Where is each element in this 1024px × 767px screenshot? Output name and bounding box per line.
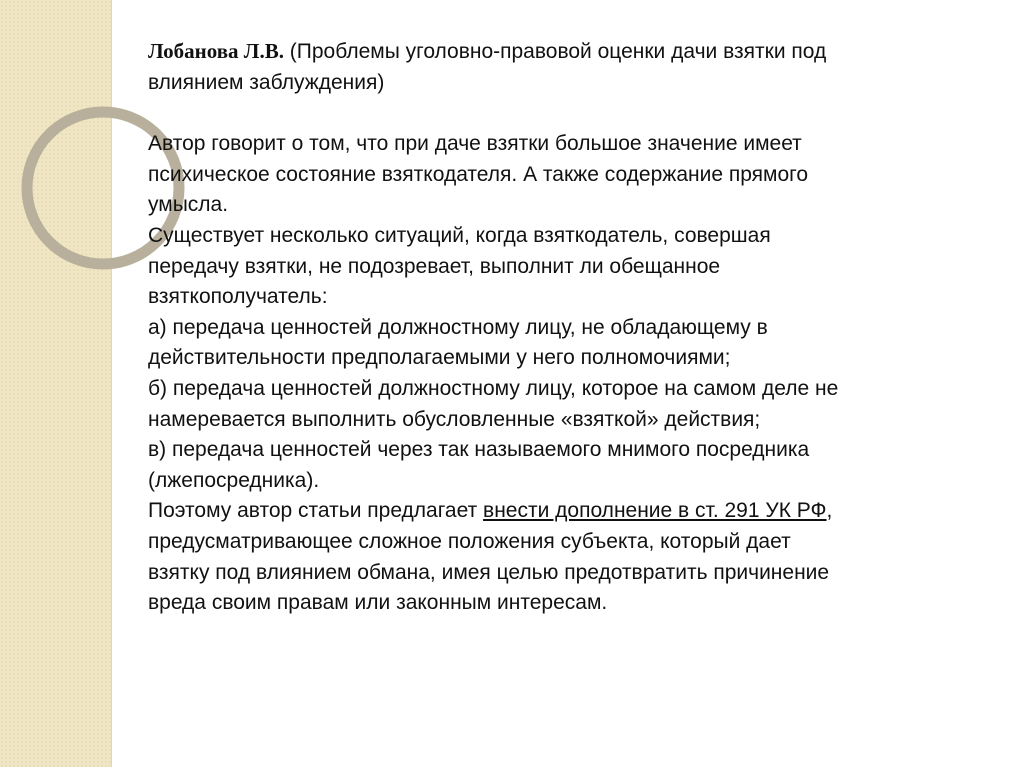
list-item-b: б) передача ценностей должностному лицу, которое на самом деле не (148, 376, 839, 400)
conclusion-prefix: Поэтому автор статьи предлагает (148, 499, 484, 523)
slide-content (148, 36, 998, 619)
title-line: влиянием заблуждения) (148, 70, 385, 94)
title-line: (Проблемы уголовно-правовой оценки дачи взятки под (283, 40, 827, 63)
body-line: психическое состояние взяткодателя. А также содержание прямого (148, 162, 809, 186)
body-line: умысла. (148, 193, 229, 217)
list-item-b-cont: намеревается выполнить обусловленные «взяткой» действия; (148, 407, 761, 431)
list-item-a: а) передача ценностей должностному лицу, не обладающему в (148, 315, 768, 339)
author-name: Лобанова Л.В. (148, 39, 284, 63)
conclusion-suffix: , (826, 499, 833, 523)
list-item-c-cont: (лжепосредника). (148, 468, 320, 492)
list-item-c: в) передача ценностей через так называемого мнимого посредника (148, 438, 810, 462)
paragraph-gap (148, 98, 998, 129)
body-line: Автор говорит о том, что при даче взятки большое значение имеет (148, 132, 802, 156)
conclusion-line: предусматривающее сложное положения субъекта, который дает (148, 529, 791, 553)
body-line: Существует несколько ситуаций, когда взяткодатель, совершая (148, 223, 771, 247)
conclusion-line: вреда своим правам или законным интересам. (148, 591, 608, 615)
body-line: передачу взятки, не подозревает, выполнит ли обещанное (148, 254, 721, 278)
list-item-a-cont: действительности предполагаемыми у него полномочиями; (148, 346, 731, 370)
body-line: взяткополучатель: (148, 285, 328, 309)
law-article-link[interactable]: внести дополнение в ст. 291 УК РФ (483, 499, 827, 523)
conclusion-line (148, 496, 998, 527)
slide-title (148, 36, 998, 68)
conclusion-line: взятку под влиянием обмана, имея целью предотвратить причинение (148, 560, 830, 584)
